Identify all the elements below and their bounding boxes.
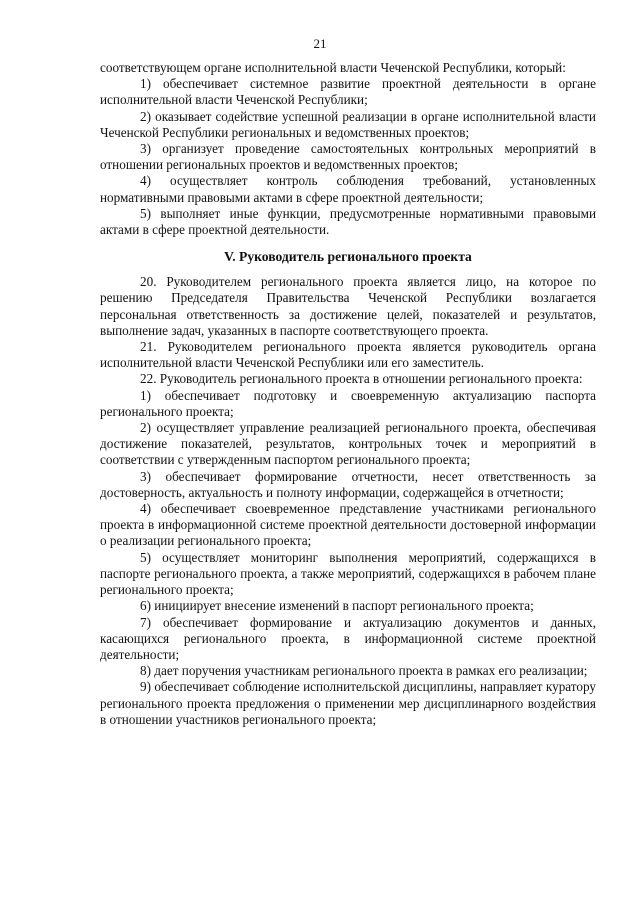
duty-list-item-4: 4) обеспечивает своевременное представление участниками регионального проекта в информационной системе проектной деятельности достоверной информации о реализации регионального проекта; [100,501,596,549]
duty-list-item-1: 1) обеспечивает подготовку и своевременную актуализацию паспорта регионального проекта; [100,387,596,419]
intro-list-item-4: 4) осуществляет контроль соблюдения требований, установленных нормативными правовыми актами в сфере проектной деятельности; [100,173,596,205]
clause-20-paragraph: 20. Руководителем регионального проекта является лицо, на которое по решению Председателя Правительства Чеченской Республики возлагается персональная ответственность за достижение целей, показателей и результатов, выполнение задач, указанных в паспорте соответствующего проекта. [100,274,596,338]
intro-list-item-5: 5) выполняет иные функции, предусмотренные нормативными правовыми актами в сфере проектной деятельности. [100,205,596,238]
intro-list-item-2: 2) оказывает содействие успешной реализации в органе исполнительной власти Чеченской Республики региональных и ведомственных проектов; [100,108,596,140]
duty-list-item-9: 9) обеспечивает соблюдение исполнительской дисциплины, направляет куратору регионального проекта предложения о применении мер дисциплинарного воздействия в отношении участников регионального проекта; [100,679,596,727]
document-body [100,60,596,728]
duty-list-item-3: 3) обеспечивает формирование отчетности, несет ответственность за достоверность, актуальность и полноту информации, содержащейся в отчетности; [100,468,596,500]
clause-22-paragraph: 22. Руководитель регионального проекта в отношении регионального проекта: [140,371,583,387]
duty-list-item-6: 6) инициирует внесение изменений в паспорт регионального проекта; [140,598,534,614]
clause-21-paragraph: 21. Руководителем регионального проекта является руководитель органа исполнительной власти Чеченской Республики или его заместитель. [100,339,596,371]
intro-paragraph: соответствующем органе исполнительной власти Чеченской Республики, который: [100,60,566,75]
duty-list-item-7: 7) обеспечивает формирование и актуализацию документов и данных, касающихся регионального проекта, в информационной системе проектной деятельности; [100,614,596,662]
intro-list-item-3: 3) организует проведение самостоятельных контрольных мероприятий в отношении региональных проектов и ведомственных проектов; [100,141,596,173]
page-number: 21 [313,36,327,51]
duty-list-item-5: 5) осуществляет мониторинг выполнения мероприятий, содержащихся в паспорте регионального проекта, а также мероприятий, содержащихся в рабочем плане регионального проекта; [100,549,596,598]
section-heading: V. Руководитель регионального проекта [224,249,472,265]
duty-list-item-8: 8) дает поручения участникам регионального проекта в рамках его реализации; [140,663,588,679]
intro-list-item-1: 1) обеспечивает системное развитие проектной деятельности в органе исполнительной власти Чеченской Республики; [100,76,596,108]
duty-list-item-2: 2) осуществляет управление реализацией регионального проекта, обеспечивая достижение показателей, результатов, контрольных точек и мероприятий в соответствии с утвержденным паспортом регионального проекта; [100,420,596,468]
